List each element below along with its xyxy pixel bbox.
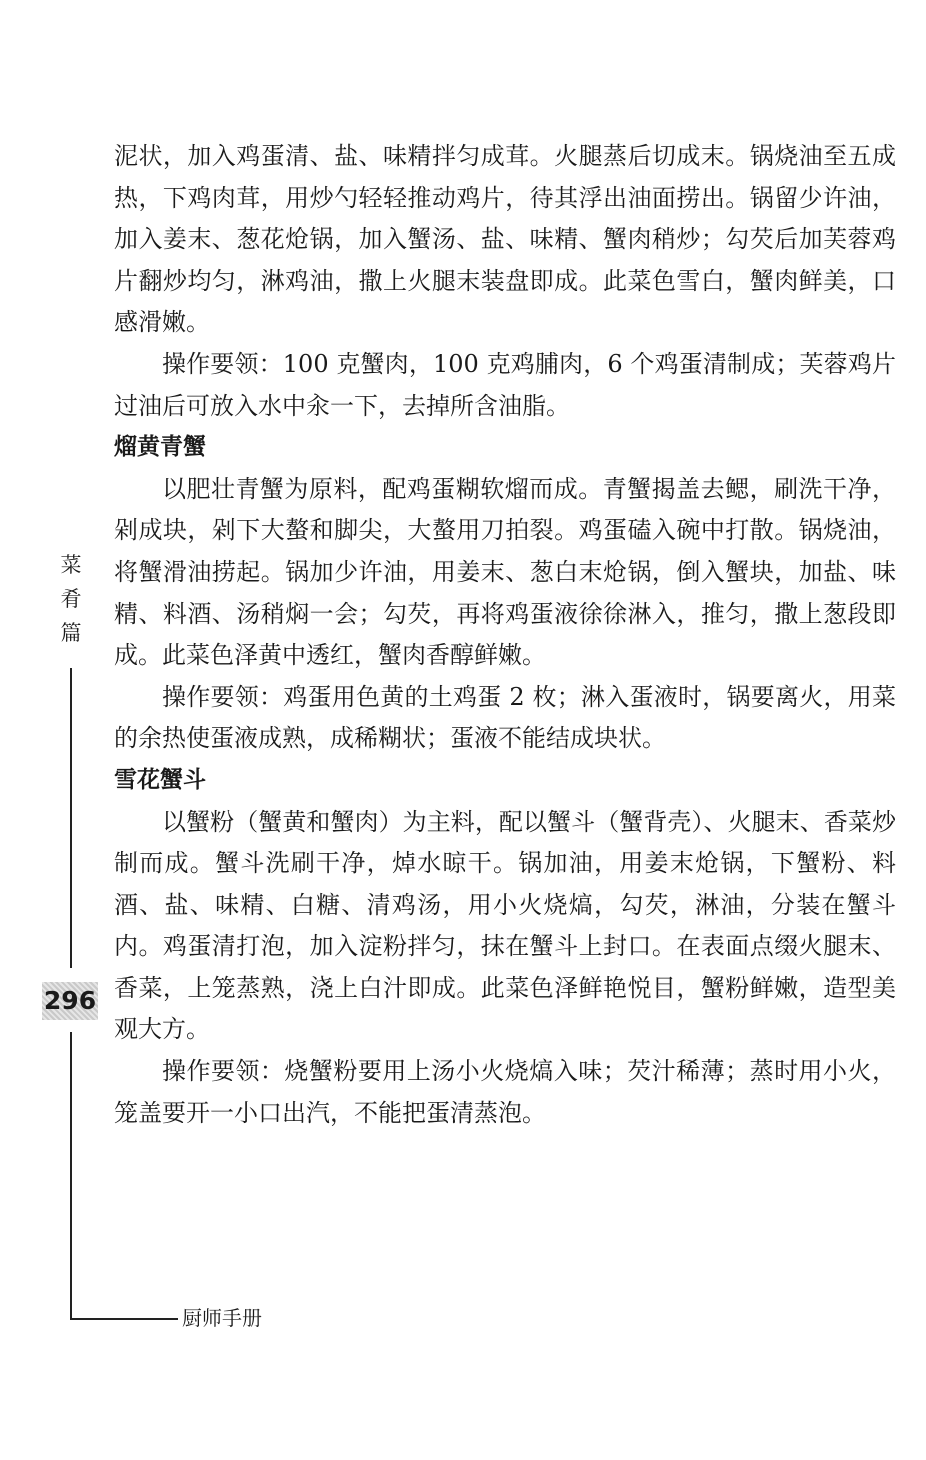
paragraph-tips-1: 操作要领：100 克蟹肉，100 克鸡脯肉，6 个鸡蛋清制成；芙蓉鸡片过油后可放入水中汆一下，去掉所含油脂。	[114, 349, 896, 420]
margin-rule-upper	[70, 668, 72, 968]
recipe-heading-2: 雪花蟹斗	[114, 766, 206, 793]
recipe-heading-1: 熘黄青蟹	[114, 434, 206, 461]
section-label-char: 菜	[60, 553, 82, 577]
margin-rule-lower	[70, 1032, 72, 1318]
section-label	[58, 548, 84, 650]
section-label-char: 篇	[60, 621, 82, 645]
body-text	[114, 136, 896, 1134]
section-label-char: 肴	[60, 587, 82, 611]
page-number: 296	[42, 982, 98, 1020]
footer-book-title: 厨师手册	[182, 1306, 262, 1330]
paragraph-continued: 泥状，加入鸡蛋清、盐、味精拌匀成茸。火腿蒸后切成末。锅烧油至五成热，下鸡肉茸，用炒勺轻轻推动鸡片，待其浮出油面捞出。锅留少许油，加入姜末、葱花炝锅，加入蟹汤、盐、味精、蟹肉稍炒；勾芡后加芙蓉鸡片翻炒均匀，淋鸡油，撒上火腿末装盘即成。此菜色雪白，蟹肉鲜美，口感滑嫩。	[114, 142, 896, 337]
paragraph-tips-2: 操作要领：鸡蛋用色黄的土鸡蛋 2 枚；淋入蛋液时，锅要离火，用菜的余热使蛋液成熟，成稀糊状；蛋液不能结成块状。	[114, 682, 896, 753]
paragraph-recipe-2: 以蟹粉（蟹黄和蟹肉）为主料，配以蟹斗（蟹背壳）、火腿末、香菜炒制而成。蟹斗洗刷干净，焯水晾干。锅加油，用姜末炝锅，下蟹粉、料酒、盐、味精、白糖、清鸡汤，用小火烧熇，勾芡，淋油，分装在蟹斗内。鸡蛋清打泡，加入淀粉拌匀，抹在蟹斗上封口。在表面点缀火腿末、香菜，上笼蒸熟，浇上白汁即成。此菜色泽鲜艳悦目，蟹粉鲜嫩，造型美观大方。	[114, 807, 896, 1044]
footer-rule	[70, 1318, 178, 1320]
paragraph-tips-3: 操作要领：烧蟹粉要用上汤小火烧熇入味；芡汁稀薄；蒸时用小火，笼盖要开一小口出汽，不能把蛋清蒸泡。	[114, 1057, 896, 1127]
paragraph-recipe-1: 以肥壮青蟹为原料，配鸡蛋糊软熘而成。青蟹揭盖去鳃，刷洗干净，剁成块，剁下大螯和脚尖，大螯用刀拍裂。鸡蛋磕入碗中打散。锅烧油，将蟹滑油捞起。锅加少许油，用姜末、葱白末炝锅，倒入蟹块，加盐、味精、料酒、汤稍焖一会；勾芡，再将鸡蛋液徐徐淋入，推匀，撒上葱段即成。此菜色泽黄中透红，蟹肉香醇鲜嫩。	[114, 474, 896, 670]
